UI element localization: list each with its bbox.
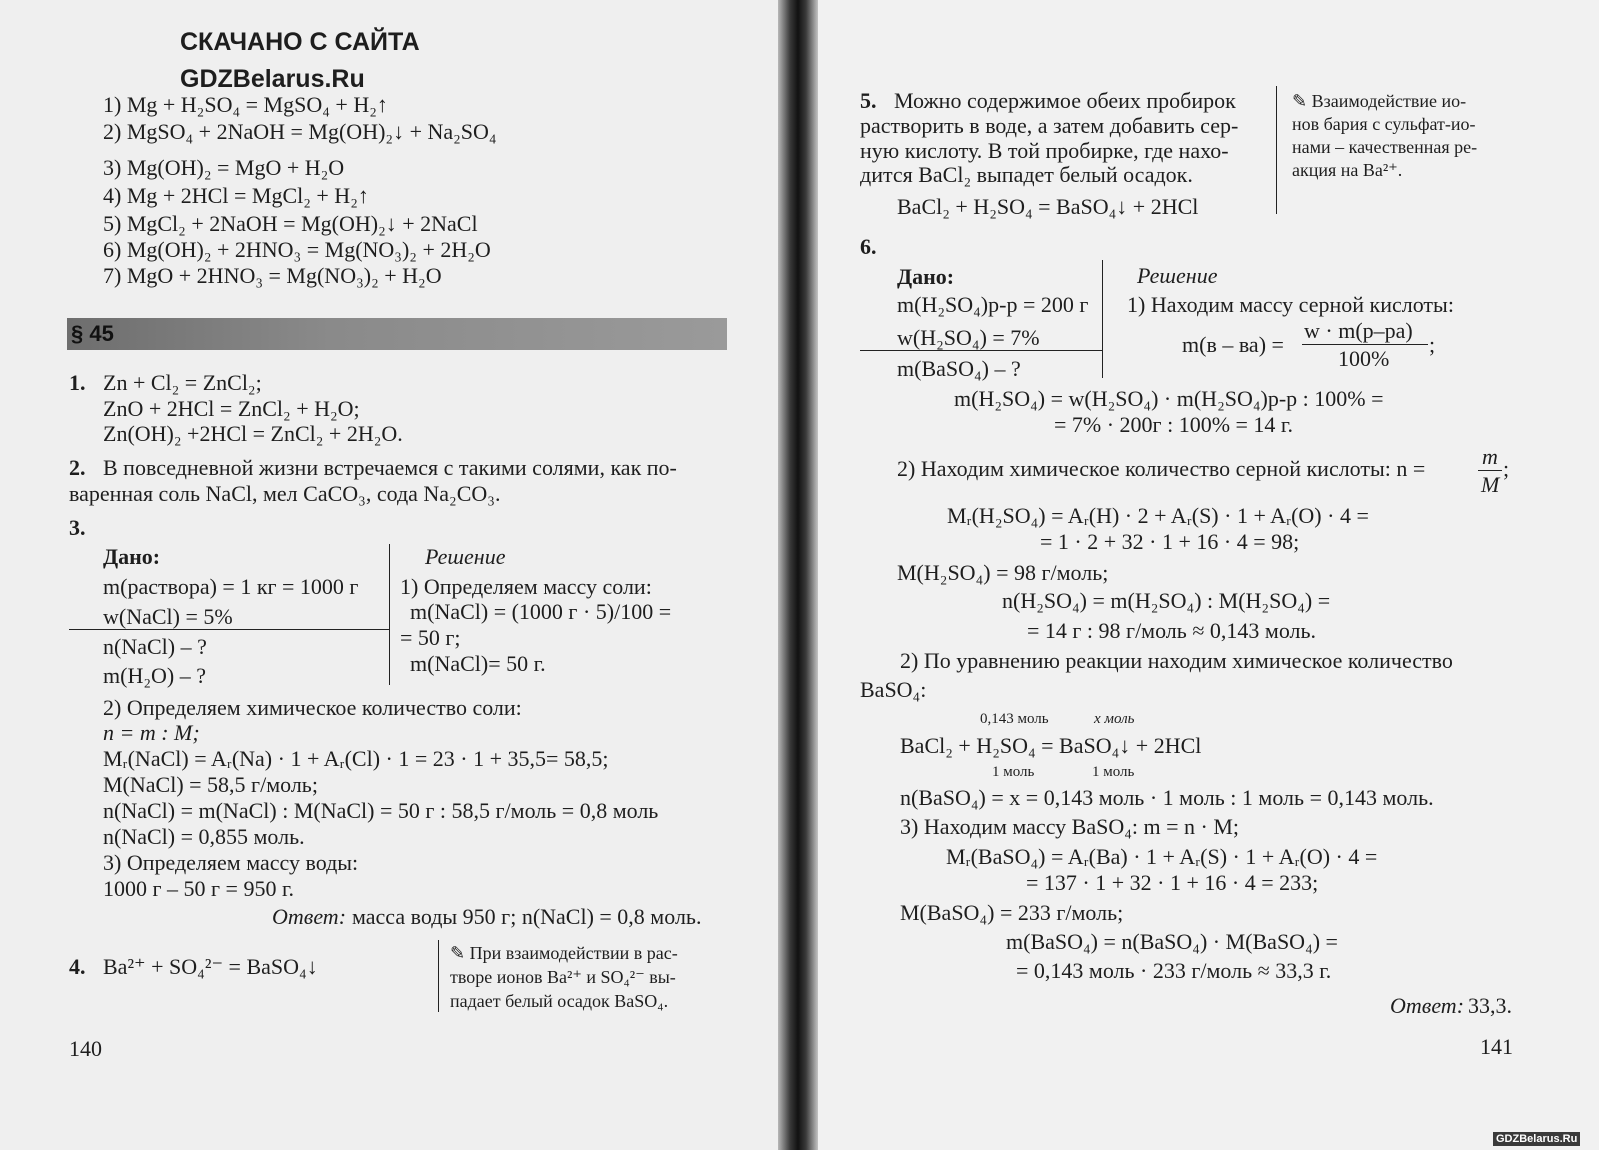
solution-line: m(NaCl) = (1000 г · 5)/100 = bbox=[410, 599, 672, 624]
given-label: Дано: bbox=[897, 264, 955, 289]
solution-line: 2) Находим химическое количество серной кислоты: n = bbox=[897, 456, 1426, 481]
equation-annotation: 1 моль bbox=[992, 764, 1035, 780]
solution-line: 1) Находим массу серной кислоты: bbox=[1127, 292, 1454, 317]
task-line: В повседневной жизни встречаемся с такими солями, как по- bbox=[103, 455, 677, 480]
solution-line: n(NaCl) = 0,855 моль. bbox=[103, 824, 305, 849]
solution-line: n(H₂SO₄) = m(H₂SO₄) : M(H₂SO₄) = bbox=[1002, 588, 1331, 613]
note-line: падает белый осадок BaSO₄. bbox=[450, 991, 669, 1011]
solution-line: m(NaCl)= 50 г. bbox=[410, 651, 546, 676]
page-number: 141 bbox=[1480, 1034, 1513, 1059]
solution-line: n(BaSO₄) = x = 0,143 моль · 1 моль : 1 моль = 0,143 моль. bbox=[900, 785, 1434, 810]
solution-line: 2) По уравнению реакции находим химическое количество bbox=[900, 648, 1453, 673]
solution-line: 3) Находим массу BaSO₄: m = n · M; bbox=[900, 814, 1240, 839]
note-line: нов бария с сульфат-ио- bbox=[1292, 114, 1476, 134]
solution-line: n(NaCl) = m(NaCl) : M(NaCl) = 50 г : 58,5 г/моль = 0,8 моль bbox=[103, 798, 659, 823]
task-line: растворить в воде, а затем добавить сер- bbox=[860, 113, 1239, 138]
solution-line: Mᵣ(BaSO₄) = Aᵣ(Ba) · 1 + Aᵣ(S) · 1 + Aᵣ(O) · 4 = bbox=[946, 844, 1378, 869]
solution-line: = 137 · 1 + 32 · 1 + 16 · 4 = 233; bbox=[1026, 870, 1319, 895]
fraction-tail: ; bbox=[1503, 456, 1510, 481]
solution-line: = 0,143 моль · 233 г/моль ≈ 33,3 г. bbox=[1016, 958, 1332, 983]
find-line: m(BaSO₄) – ? bbox=[897, 356, 1021, 381]
given-divider bbox=[860, 350, 1102, 351]
solution-line: m(H₂SO₄) = w(H₂SO₄) · m(H₂SO₄)р-р : 100% = bbox=[954, 386, 1384, 411]
answer-label: Ответ: bbox=[1390, 993, 1465, 1018]
equation-annotation: x моль bbox=[1094, 711, 1135, 727]
solution-line: Mᵣ(NaCl) = Aᵣ(Na) · 1 + Aᵣ(Cl) · 1 = 23 · 1 + 35,5= 58,5; bbox=[103, 746, 609, 771]
fraction-bar bbox=[1478, 470, 1502, 471]
reaction-line: 7) MgO + 2HNO₃ = Mg(NO₃)₂ + H₂O bbox=[103, 263, 442, 288]
given-divider bbox=[69, 629, 389, 630]
answer-label: Ответ: bbox=[272, 904, 347, 929]
solution-line: M(H₂SO₄) = 98 г/моль; bbox=[897, 560, 1109, 585]
task-line: Можно содержимое обеих пробирок bbox=[894, 88, 1236, 113]
equation-annotation: 0,143 моль bbox=[980, 711, 1049, 727]
equation-annotation: 1 моль bbox=[1092, 764, 1135, 780]
task-equation: Ba²⁺ + SO₄²⁻ = BaSO₄↓ bbox=[103, 954, 318, 979]
fraction-bar bbox=[1302, 344, 1428, 345]
note-line: акция на Ba²⁺. bbox=[1292, 160, 1403, 180]
task-line: дится BaCl₂ выпадет белый осадок. bbox=[860, 162, 1193, 187]
solution-label: Решение bbox=[1137, 263, 1218, 288]
fraction-numerator: w · m(р–ра) bbox=[1304, 318, 1413, 343]
solution-line: M(BaSO₄) = 233 г/моль; bbox=[900, 900, 1124, 925]
note-line: творе ионов Ba²⁺ и SO₄²⁻ вы- bbox=[450, 967, 676, 987]
solution-line: BaSO₄: bbox=[860, 677, 927, 702]
left-page bbox=[0, 0, 792, 1150]
task-number: 1. bbox=[69, 370, 86, 395]
note-line: ✎ Взаимодействие ио- bbox=[1292, 91, 1467, 111]
reaction-line: 5) MgCl₂ + 2NaOH = Mg(OH)₂↓ + 2NaCl bbox=[103, 211, 478, 236]
watermark-site: GDZBelarus.Ru bbox=[180, 65, 365, 93]
solution-line: n = m : M; bbox=[103, 720, 200, 745]
answer-text: масса воды 950 г; n(NaCl) = 0,8 моль. bbox=[352, 904, 702, 929]
fraction-denominator: 100% bbox=[1338, 346, 1390, 371]
right-page bbox=[792, 0, 1599, 1150]
fraction-tail: ; bbox=[1429, 332, 1436, 357]
note-line: нами – качественная ре- bbox=[1292, 137, 1478, 157]
solution-line: Mᵣ(H₂SO₄) = Aᵣ(H) · 2 + Aᵣ(S) · 1 + Aᵣ(O) · 4 = bbox=[947, 503, 1369, 528]
given-line: w(NaCl) = 5% bbox=[103, 604, 233, 629]
solution-line: = 1 · 2 + 32 · 1 + 16 · 4 = 98; bbox=[1040, 529, 1300, 554]
fraction-numerator: m bbox=[1482, 444, 1498, 469]
task-number: 6. bbox=[860, 234, 877, 259]
solution-line: 2) Определяем химическое количество соли: bbox=[103, 695, 522, 720]
task-line: варенная соль NaCl, мел CaCO₃, сода Na₂CO₃. bbox=[69, 481, 501, 506]
reaction-line: 3) Mg(OH)₂ = MgO + H₂O bbox=[103, 155, 345, 180]
solution-line: 1) Определяем массу соли: bbox=[400, 574, 652, 599]
given-line: m(H₂SO₄)р-р = 200 г bbox=[897, 292, 1089, 317]
book-spine bbox=[778, 0, 818, 1150]
task-equation: BaCl₂ + H₂SO₄ = BaSO₄↓ + 2HCl bbox=[897, 194, 1199, 219]
page-number: 140 bbox=[69, 1036, 102, 1061]
given-label: Дано: bbox=[103, 544, 161, 569]
reaction-equation: BaCl₂ + H₂SO₄ = BaSO₄↓ + 2HCl bbox=[900, 733, 1202, 758]
task-line: ZnO + 2HCl = ZnCl₂ + H₂O; bbox=[103, 396, 360, 421]
solution-line: M(NaCl) = 58,5 г/моль; bbox=[103, 772, 318, 797]
solution-line: 3) Определяем массу воды: bbox=[103, 850, 359, 875]
solution-label: Решение bbox=[425, 544, 506, 569]
reaction-line: 1) Mg + H₂SO₄ = MgSO₄ + H₂↑ bbox=[103, 92, 388, 117]
fraction-denominator: M bbox=[1481, 472, 1500, 497]
solution-line: m(BaSO₄) = n(BaSO₄) · M(BaSO₄) = bbox=[1006, 929, 1338, 954]
section-bar bbox=[67, 318, 727, 350]
note-divider bbox=[438, 940, 439, 1012]
find-line: n(NaCl) – ? bbox=[103, 634, 207, 659]
reaction-line: 6) Mg(OH)₂ + 2HNO₃ = Mg(NO₃)₂ + 2H₂O bbox=[103, 237, 491, 262]
section-title: § 45 bbox=[71, 321, 114, 346]
solution-line: = 14 г : 98 г/моль ≈ 0,143 моль. bbox=[1027, 618, 1317, 643]
note-line: ✎ При взаимодействии в рас- bbox=[450, 943, 678, 963]
task-line: Zn + Cl₂ = ZnCl₂; bbox=[103, 370, 262, 395]
watermark-footer: GDZBelarus.Ru bbox=[1493, 1132, 1580, 1146]
note-divider bbox=[1276, 86, 1277, 214]
watermark-title: СКАЧАНО С САЙТА bbox=[180, 28, 420, 56]
reaction-line: 2) MgSO₄ + 2NaOH = Mg(OH)₂↓ + Na₂SO₄ bbox=[103, 119, 497, 144]
find-line: m(H₂O) – ? bbox=[103, 663, 206, 688]
task-number: 2. bbox=[69, 455, 86, 480]
given-line: w(H₂SO₄) = 7% bbox=[897, 325, 1040, 350]
given-line: m(раствора) = 1 кг = 1000 г bbox=[103, 574, 359, 599]
task-line: ную кислоту. В той пробирке, где нахо- bbox=[860, 138, 1229, 163]
fraction-left: m(в – ва) = bbox=[1182, 332, 1284, 357]
task-line: Zn(OH)₂ +2HCl = ZnCl₂ + 2H₂O. bbox=[103, 421, 403, 446]
task-number: 5. bbox=[860, 88, 877, 113]
solution-line: = 7% · 200г : 100% = 14 г. bbox=[1054, 412, 1293, 437]
solution-line: 1000 г – 50 г = 950 г. bbox=[103, 876, 294, 901]
solution-divider bbox=[1102, 260, 1103, 378]
solution-divider bbox=[389, 544, 390, 685]
solution-line: = 50 г; bbox=[400, 625, 461, 650]
reaction-line: 4) Mg + 2HCl = MgCl₂ + H₂↑ bbox=[103, 183, 369, 208]
answer-text: 33,3. bbox=[1468, 993, 1512, 1018]
task-number: 4. bbox=[69, 954, 86, 979]
task-number: 3. bbox=[69, 515, 86, 540]
